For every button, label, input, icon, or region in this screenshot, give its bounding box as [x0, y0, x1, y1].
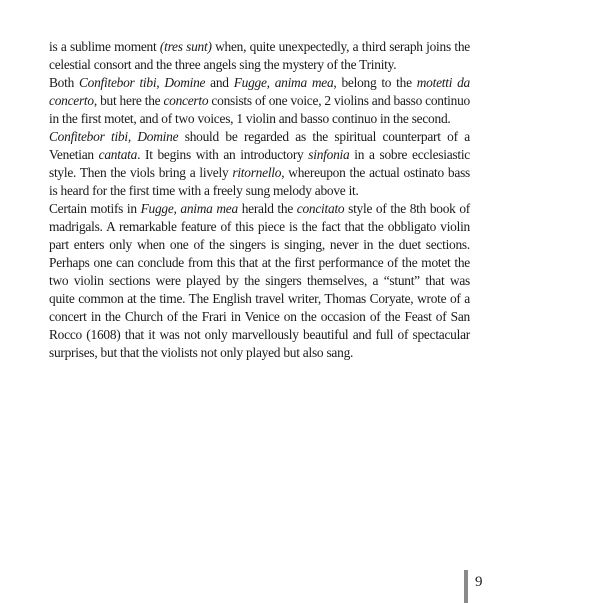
text-run: herald the	[237, 201, 297, 216]
text-run: when, quite unexpectedly, a third seraph joins the celestial consort and the three angels sing the mystery of the Trinity.	[49, 39, 470, 72]
italic-text-run: Confitebor tibi, Domine	[49, 129, 179, 144]
text-run: should be regarded as the spiritual counterpart of a Venetian	[49, 129, 470, 162]
italic-text-run: Confitebor tibi, Domine	[78, 75, 206, 90]
italic-text-run: motetti da concerto	[49, 75, 471, 108]
text-run: consists of one voice, 2 violins and basso continuo in the first motet, and of two voices, 1 violin and basso continuo in the second.	[49, 93, 470, 126]
italic-text-run: cantata	[98, 147, 138, 162]
paragraph	[49, 38, 470, 74]
text-run: , belong to the	[333, 75, 417, 90]
text-run: is a sublime moment	[49, 39, 160, 54]
italic-text-run: (tres sunt)	[159, 39, 212, 54]
text-run: Certain motifs in	[49, 201, 141, 216]
italic-text-run: sinfonia	[308, 147, 350, 162]
text-run: Both	[49, 75, 79, 90]
body-text	[49, 38, 470, 362]
italic-text-run: concitato	[296, 201, 345, 216]
italic-text-run: Fugge, anima mea	[140, 201, 238, 216]
paragraph	[49, 200, 470, 362]
text-run: , but here the	[93, 93, 164, 108]
page-number-bar	[464, 570, 468, 603]
text-run: , whereupon the actual ostinato bass is heard for the first time with a freely sung melody above it.	[49, 165, 470, 198]
text-run: . It begins with an introductory	[137, 147, 309, 162]
text-run: and	[205, 75, 234, 90]
paragraph	[49, 74, 470, 128]
text-run: style of the 8th book of madrigals. A remarkable feature of this piece is the fact that the obbligato violin part enters only when one of the singers is singing, never in the duet sections. Perhaps one can conclude from this that at the first performance of the motet the two violin sections were played by the singers themselves, a “stunt” that was quite common at the time. The English travel writer, Thomas Coryate, wrote of a concert in the Church of the Frari in Venice on the occasion of the Feast of San Rocco (1608) that it was not only marvellously beautiful and full of spectacular surprises, but that the violists not only played but also sang.	[49, 201, 471, 360]
italic-text-run: concerto	[163, 93, 209, 108]
paragraph	[49, 128, 470, 200]
italic-text-run: Fugge, anima mea	[233, 75, 334, 90]
text-run: in a sobre ecclesiastic style. Then the viols bring a lively	[49, 147, 471, 180]
page-number: 9	[475, 574, 483, 590]
italic-text-run: ritornello	[232, 165, 282, 180]
